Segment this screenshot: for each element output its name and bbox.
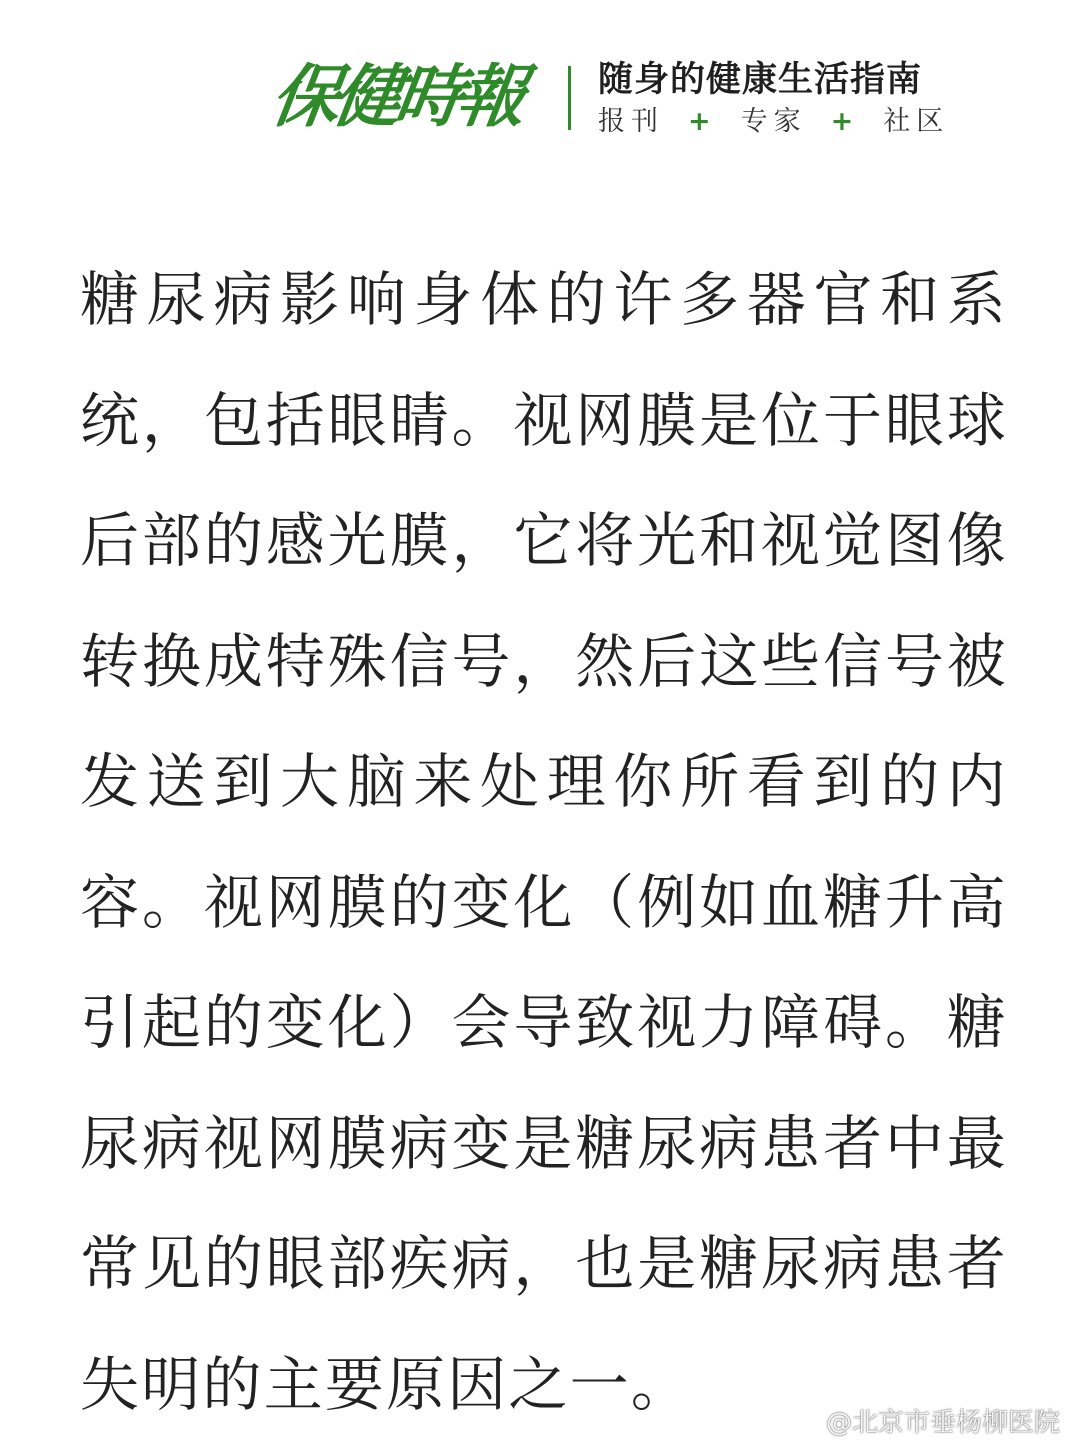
logo: 保健時報 xyxy=(266,57,526,137)
tag-newspaper: 报刊 xyxy=(598,106,664,137)
watermark-text: @北京市垂杨柳医院 xyxy=(825,1408,1060,1438)
paw-icon xyxy=(796,1410,822,1436)
plus-separator: + xyxy=(830,106,860,137)
watermark xyxy=(796,1407,1060,1439)
article-paragraph: 糖尿病影响身体的许多器官和系统，包括眼睛。视网膜是位于眼球后部的感光膜，它将光和视觉图像转换成特殊信号，然后这些信号被发送到大脑来处理你所看到的内容。视网膜的变化（例如血糖升高引起的变化）会导致视力障碍。糖尿病视网膜病变是糖尿病患者中最常见的眼部疾病，也是糖尿病患者失明的主要原因之一。 xyxy=(80,265,1008,1419)
tag-experts: 专家 xyxy=(740,106,807,137)
plus-separator: + xyxy=(688,106,717,137)
tag-community: 社区 xyxy=(883,106,950,137)
header xyxy=(266,54,972,144)
header-tags xyxy=(598,104,949,140)
slogan: 随身的健康生活指南 xyxy=(598,60,923,100)
header-divider xyxy=(568,66,571,130)
